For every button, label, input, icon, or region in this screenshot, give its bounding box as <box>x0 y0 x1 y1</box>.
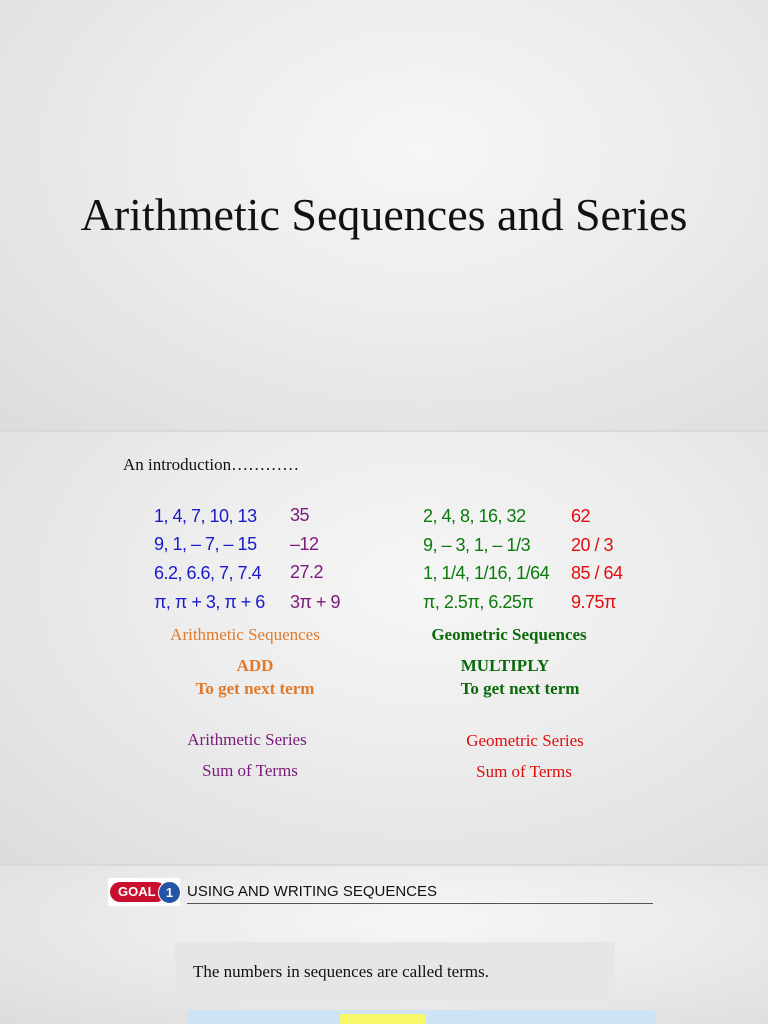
geo-series-sub: Sum of Terms <box>476 762 572 781</box>
geo-series-label: Geometric Series <box>466 731 584 750</box>
arith-series-sub: Sum of Terms <box>202 761 298 780</box>
geo-sequences-label: Geometric Sequences <box>431 625 587 644</box>
arith-series-label: Arithmetic Series <box>187 730 307 749</box>
goal-label: GOAL <box>110 882 166 902</box>
arith-sequence-2: 9, 1, – 7, – 15 <box>154 534 257 554</box>
goal-number: 1 <box>158 881 181 904</box>
intro-text: An introduction………… <box>123 455 300 474</box>
slide-2 <box>0 432 768 864</box>
geo-operation-sub: To get next term <box>460 679 580 698</box>
arith-sequence-1: 1, 4, 7, 10, 13 <box>154 506 257 526</box>
arith-operation: ADD <box>236 656 274 675</box>
goal-heading: USING AND WRITING SEQUENCES <box>187 883 438 900</box>
geo-sequence-3: 1, 1/4, 1/16, 1/64 <box>423 563 550 583</box>
arith-sequence-3: 6.2, 6.6, 7, 7.4 <box>154 563 262 583</box>
geo-sequence-1: 2, 4, 8, 16, 32 <box>423 506 526 526</box>
arith-next-2: –12 <box>290 534 319 554</box>
arith-operation-sub: To get next term <box>195 679 315 698</box>
heading-rule <box>187 903 653 904</box>
arith-next-4: 3π + 9 <box>290 592 340 612</box>
goal-badge <box>108 878 180 906</box>
slide-title: Arithmetic Sequences and Series <box>80 189 688 240</box>
geo-next-2: 20 / 3 <box>571 535 614 555</box>
geo-next-1: 62 <box>571 506 591 526</box>
arith-sequence-4: π, π + 3, π + 6 <box>154 592 265 612</box>
geo-next-4: 9.75π <box>571 592 616 612</box>
geo-sequence-4: π, 2.5π, 6.25π <box>423 592 534 612</box>
arith-next-3: 27.2 <box>290 562 324 582</box>
arith-sequences-label: Arithmetic Sequences <box>170 625 320 644</box>
terms-text: The numbers in sequences are called terms. <box>193 962 489 981</box>
highlight-mark <box>340 1014 426 1024</box>
geo-next-3: 85 / 64 <box>571 563 623 583</box>
arith-next-1: 35 <box>290 505 310 525</box>
geo-operation: MULTIPLY <box>460 656 550 675</box>
geo-sequence-2: 9, – 3, 1, – 1/3 <box>423 535 531 555</box>
